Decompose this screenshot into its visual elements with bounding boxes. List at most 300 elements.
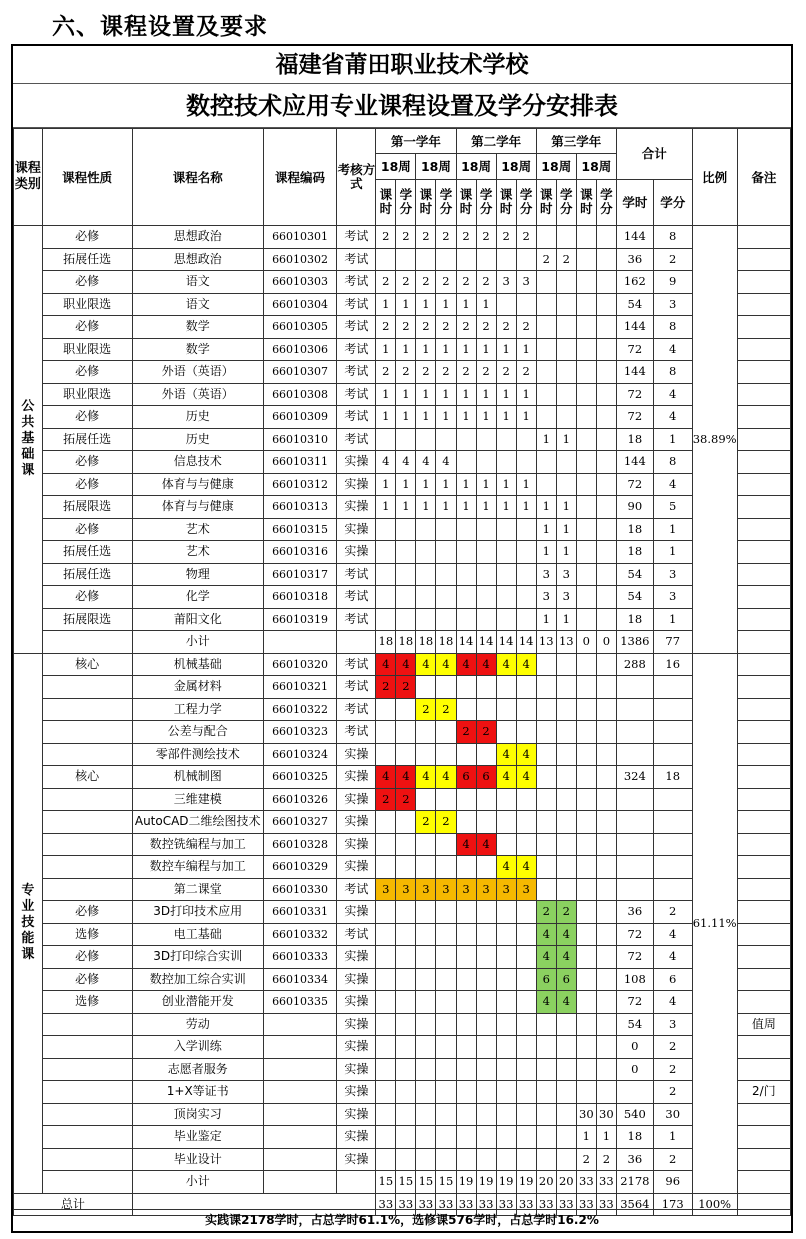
term-cell — [556, 316, 576, 339]
term-cell — [556, 1081, 576, 1104]
term-cell — [556, 361, 576, 384]
course-name: 公差与配合 — [132, 721, 263, 744]
term-cell — [576, 383, 596, 406]
term-cell — [496, 518, 516, 541]
term-cell: 3 — [376, 878, 396, 901]
term-cell: 2 — [536, 248, 556, 271]
term-cell — [496, 608, 516, 631]
term-cell: 1 — [396, 383, 416, 406]
term-cell: 2 — [376, 226, 396, 249]
term-cell: 1 — [396, 406, 416, 429]
term-cell — [596, 856, 616, 879]
remark — [737, 1148, 790, 1171]
term-cell — [576, 968, 596, 991]
total-credits — [653, 676, 692, 699]
header-year1: 第一学年 — [376, 129, 456, 154]
header-credits: 学分 — [436, 179, 456, 225]
table-row — [14, 563, 791, 586]
term-cell — [396, 698, 416, 721]
term-cell: 2 — [496, 361, 516, 384]
course-name: 机械制图 — [132, 766, 263, 789]
term-cell — [436, 1036, 456, 1059]
term-cell: 1 — [536, 518, 556, 541]
term-cell — [536, 1013, 556, 1036]
remark — [737, 271, 790, 294]
term-cell — [396, 991, 416, 1014]
term-cell: 1 — [376, 473, 396, 496]
term-cell: 4 — [396, 653, 416, 676]
term-cell — [476, 1081, 496, 1104]
table-row — [14, 991, 791, 1014]
table-row — [14, 676, 791, 699]
term-cell — [556, 271, 576, 294]
term-cell — [536, 293, 556, 316]
remark — [737, 248, 790, 271]
term-cell — [476, 698, 496, 721]
term-cell — [576, 901, 596, 924]
term-cell: 1 — [476, 406, 496, 429]
course-nature: 必修 — [42, 316, 132, 339]
term-cell — [516, 1058, 536, 1081]
term-cell — [576, 991, 596, 1014]
term-cell — [516, 541, 536, 564]
course-name: 外语（英语） — [132, 383, 263, 406]
term-cell — [536, 383, 556, 406]
term-cell: 14 — [456, 631, 476, 654]
remark — [737, 473, 790, 496]
term-cell — [516, 788, 536, 811]
term-cell — [596, 968, 616, 991]
remark — [737, 496, 790, 519]
term-cell: 1 — [496, 496, 516, 519]
course-nature: 必修 — [42, 451, 132, 474]
total-hours: 54 — [616, 586, 653, 609]
grand-total-label: 总计 — [14, 1193, 133, 1216]
term-cell: 33 — [376, 1193, 396, 1216]
term-cell: 2 — [436, 698, 456, 721]
term-cell — [376, 608, 396, 631]
term-cell — [376, 923, 396, 946]
term-cell: 3 — [516, 878, 536, 901]
total-hours: 54 — [616, 293, 653, 316]
term-cell: 4 — [396, 451, 416, 474]
course-code: 66010311 — [263, 451, 337, 474]
term-cell — [396, 721, 416, 744]
term-cell — [576, 428, 596, 451]
table-row — [14, 1171, 791, 1194]
remark — [737, 1171, 790, 1194]
course-nature: 职业限选 — [42, 383, 132, 406]
term-cell: 2 — [416, 226, 436, 249]
header-week: 18周 — [456, 154, 496, 179]
table-row — [14, 361, 791, 384]
course-nature — [42, 1126, 132, 1149]
term-cell: 19 — [496, 1171, 516, 1194]
term-cell: 6 — [536, 968, 556, 991]
term-cell — [596, 248, 616, 271]
term-cell: 33 — [596, 1171, 616, 1194]
term-cell — [436, 1148, 456, 1171]
term-cell — [476, 586, 496, 609]
table-row — [14, 271, 791, 294]
course-name: 数学 — [132, 338, 263, 361]
total-hours: 0 — [616, 1058, 653, 1081]
exam-method: 考试 — [337, 676, 376, 699]
term-cell — [576, 541, 596, 564]
total-credits: 77 — [653, 631, 692, 654]
course-code: 66010316 — [263, 541, 337, 564]
total-hours: 90 — [616, 496, 653, 519]
term-cell — [476, 1103, 496, 1126]
term-cell: 2 — [436, 316, 456, 339]
term-cell — [396, 518, 416, 541]
total-credits: 8 — [653, 361, 692, 384]
term-cell: 2 — [516, 316, 536, 339]
term-cell: 3 — [536, 563, 556, 586]
term-cell: 4 — [536, 946, 556, 969]
header-ratio: 比例 — [692, 129, 737, 226]
term-cell — [516, 293, 536, 316]
exam-method: 实操 — [337, 766, 376, 789]
course-nature: 拓展限选 — [42, 608, 132, 631]
term-cell — [416, 901, 436, 924]
term-cell — [396, 1126, 416, 1149]
table-title: 数控技术应用专业课程设置及学分安排表 — [13, 84, 791, 128]
remark — [737, 923, 790, 946]
header-credits: 学分 — [596, 179, 616, 225]
table-row — [14, 428, 791, 451]
course-name: 零部件测绘技术 — [132, 743, 263, 766]
remark — [737, 608, 790, 631]
term-cell: 4 — [496, 766, 516, 789]
term-cell — [376, 1081, 396, 1104]
total-hours — [616, 833, 653, 856]
course-code: 66010307 — [263, 361, 337, 384]
term-cell — [436, 608, 456, 631]
term-cell — [396, 946, 416, 969]
term-cell — [396, 1081, 416, 1104]
term-cell — [476, 901, 496, 924]
term-cell: 1 — [376, 383, 396, 406]
course-code: 66010308 — [263, 383, 337, 406]
term-cell: 33 — [596, 1193, 616, 1216]
term-cell — [516, 991, 536, 1014]
term-cell: 1 — [476, 473, 496, 496]
term-cell: 1 — [436, 406, 456, 429]
term-cell: 33 — [456, 1193, 476, 1216]
total-hours: 108 — [616, 968, 653, 991]
course-name: 物理 — [132, 563, 263, 586]
term-cell — [576, 518, 596, 541]
exam-method: 考试 — [337, 586, 376, 609]
course-code: 66010331 — [263, 901, 337, 924]
term-cell — [496, 451, 516, 474]
term-cell — [396, 1103, 416, 1126]
term-cell: 4 — [436, 766, 456, 789]
term-cell — [596, 1013, 616, 1036]
term-cell: 2 — [456, 271, 476, 294]
total-hours: 144 — [616, 226, 653, 249]
term-cell: 1 — [376, 293, 396, 316]
table-row — [14, 721, 791, 744]
term-cell: 1 — [516, 496, 536, 519]
term-cell — [556, 811, 576, 834]
term-cell — [556, 743, 576, 766]
term-cell — [516, 1126, 536, 1149]
term-cell — [596, 698, 616, 721]
total-credits: 4 — [653, 338, 692, 361]
table-row — [14, 856, 791, 879]
course-code — [263, 1103, 337, 1126]
term-cell: 2 — [416, 698, 436, 721]
term-cell — [516, 586, 536, 609]
term-cell — [396, 586, 416, 609]
term-cell — [416, 991, 436, 1014]
course-name: 小计 — [132, 631, 263, 654]
remark — [737, 1126, 790, 1149]
course-name: 1+X等证书 — [132, 1081, 263, 1104]
total-hours: 18 — [616, 541, 653, 564]
exam-method: 实操 — [337, 1126, 376, 1149]
course-code: 66010324 — [263, 743, 337, 766]
term-cell — [436, 1081, 456, 1104]
term-cell: 30 — [596, 1103, 616, 1126]
term-cell — [496, 563, 516, 586]
header-hours: 课时 — [576, 179, 596, 225]
term-cell — [596, 316, 616, 339]
course-code: 66010312 — [263, 473, 337, 496]
header-name: 课程名称 — [132, 129, 263, 226]
term-cell: 2 — [516, 226, 536, 249]
course-nature — [42, 833, 132, 856]
course-code: 66010302 — [263, 248, 337, 271]
term-cell: 2 — [596, 1148, 616, 1171]
term-cell: 18 — [396, 631, 416, 654]
table-row — [14, 1126, 791, 1149]
term-cell: 4 — [416, 653, 436, 676]
total-credits: 16 — [653, 653, 692, 676]
term-cell — [496, 248, 516, 271]
exam-method: 实操 — [337, 901, 376, 924]
term-cell — [596, 833, 616, 856]
remark — [737, 743, 790, 766]
remark — [737, 901, 790, 924]
term-cell — [576, 833, 596, 856]
total-credits: 3 — [653, 586, 692, 609]
term-cell — [476, 1058, 496, 1081]
term-cell: 18 — [376, 631, 396, 654]
term-cell — [516, 1081, 536, 1104]
term-cell: 2 — [376, 271, 396, 294]
term-cell — [476, 676, 496, 699]
term-cell — [456, 946, 476, 969]
total-hours: 36 — [616, 901, 653, 924]
total-hours: 144 — [616, 451, 653, 474]
header-hours: 课时 — [536, 179, 556, 225]
term-cell — [596, 653, 616, 676]
term-cell — [536, 361, 556, 384]
table-row — [14, 901, 791, 924]
total-credits: 6 — [653, 968, 692, 991]
term-cell — [576, 811, 596, 834]
term-cell: 0 — [596, 631, 616, 654]
term-cell — [576, 293, 596, 316]
total-credits: 2 — [653, 1081, 692, 1104]
curriculum-sheet — [11, 44, 793, 1233]
term-cell — [536, 226, 556, 249]
term-cell — [436, 428, 456, 451]
total-hours: 540 — [616, 1103, 653, 1126]
term-cell: 1 — [416, 406, 436, 429]
term-cell — [496, 901, 516, 924]
term-cell — [576, 226, 596, 249]
term-cell: 33 — [536, 1193, 556, 1216]
term-cell — [456, 1036, 476, 1059]
exam-method: 实操 — [337, 946, 376, 969]
course-code: 66010315 — [263, 518, 337, 541]
header-year3: 第三学年 — [536, 129, 616, 154]
term-cell — [416, 1126, 436, 1149]
header-total-hours: 学时 — [616, 179, 653, 225]
course-name: 历史 — [132, 428, 263, 451]
term-cell — [516, 721, 536, 744]
total-hours — [616, 676, 653, 699]
term-cell — [596, 518, 616, 541]
total-hours: 18 — [616, 518, 653, 541]
term-cell — [576, 451, 596, 474]
total-credits: 8 — [653, 451, 692, 474]
term-cell — [576, 473, 596, 496]
term-cell: 4 — [496, 743, 516, 766]
table-row — [14, 451, 791, 474]
course-name: 数学 — [132, 316, 263, 339]
term-cell — [536, 1148, 556, 1171]
course-nature: 必修 — [42, 473, 132, 496]
total-hours: 162 — [616, 271, 653, 294]
header-hours: 课时 — [456, 179, 476, 225]
term-cell: 2 — [416, 271, 436, 294]
remark — [737, 1103, 790, 1126]
term-cell: 1 — [416, 383, 436, 406]
header-remark: 备注 — [737, 129, 790, 226]
term-cell — [496, 1036, 516, 1059]
table-row — [14, 1081, 791, 1104]
term-cell — [436, 856, 456, 879]
table-row — [14, 631, 791, 654]
term-cell: 1 — [556, 608, 576, 631]
term-cell: 15 — [376, 1171, 396, 1194]
term-cell: 19 — [476, 1171, 496, 1194]
course-code — [263, 1171, 337, 1194]
term-cell — [456, 608, 476, 631]
course-code — [263, 1013, 337, 1036]
term-cell — [376, 1126, 396, 1149]
term-cell: 4 — [436, 451, 456, 474]
exam-method: 考试 — [337, 653, 376, 676]
remark — [737, 833, 790, 856]
term-cell: 1 — [476, 496, 496, 519]
term-cell: 4 — [556, 991, 576, 1014]
term-cell — [376, 586, 396, 609]
term-cell: 1 — [436, 473, 456, 496]
term-cell — [596, 383, 616, 406]
course-code: 66010303 — [263, 271, 337, 294]
term-cell: 2 — [456, 721, 476, 744]
term-cell: 1 — [416, 496, 436, 519]
term-cell: 13 — [556, 631, 576, 654]
term-cell — [576, 608, 596, 631]
course-nature — [42, 698, 132, 721]
total-hours — [616, 721, 653, 744]
term-cell — [456, 451, 476, 474]
course-code: 66010330 — [263, 878, 337, 901]
term-cell — [376, 563, 396, 586]
term-cell — [396, 1036, 416, 1059]
term-cell: 1 — [376, 496, 396, 519]
term-cell — [456, 586, 476, 609]
term-cell — [456, 1081, 476, 1104]
term-cell: 2 — [556, 248, 576, 271]
table-row — [14, 518, 791, 541]
term-cell — [536, 406, 556, 429]
term-cell: 1 — [476, 338, 496, 361]
section-heading: 六、课程设置及要求 — [52, 14, 268, 40]
term-cell: 1 — [516, 406, 536, 429]
term-cell: 1 — [496, 473, 516, 496]
term-cell — [436, 901, 456, 924]
term-cell — [456, 428, 476, 451]
term-cell — [456, 563, 476, 586]
term-cell — [536, 1081, 556, 1104]
course-nature — [42, 631, 132, 654]
term-cell — [456, 1103, 476, 1126]
exam-method: 考试 — [337, 226, 376, 249]
course-code: 66010306 — [263, 338, 337, 361]
total-credits: 1 — [653, 518, 692, 541]
term-cell — [536, 1103, 556, 1126]
term-cell — [376, 811, 396, 834]
term-cell: 3 — [456, 878, 476, 901]
header-nature: 课程性质 — [42, 129, 132, 226]
term-cell — [416, 586, 436, 609]
total-credits: 2 — [653, 1058, 692, 1081]
exam-method: 实操 — [337, 1103, 376, 1126]
course-name: 数控车编程与加工 — [132, 856, 263, 879]
term-cell — [516, 248, 536, 271]
term-cell — [436, 721, 456, 744]
term-cell — [516, 833, 536, 856]
course-nature: 职业限选 — [42, 293, 132, 316]
term-cell — [376, 1036, 396, 1059]
term-cell: 1 — [396, 473, 416, 496]
course-code: 66010333 — [263, 946, 337, 969]
exam-method: 实操 — [337, 1058, 376, 1081]
remark — [737, 338, 790, 361]
total-credits: 30 — [653, 1103, 692, 1126]
course-name: 体育与与健康 — [132, 496, 263, 519]
total-credits: 8 — [653, 226, 692, 249]
term-cell — [496, 833, 516, 856]
term-cell — [576, 496, 596, 519]
total-hours: 72 — [616, 991, 653, 1014]
term-cell — [376, 901, 396, 924]
course-code: 66010318 — [263, 586, 337, 609]
term-cell: 3 — [556, 586, 576, 609]
course-nature — [42, 1013, 132, 1036]
term-cell: 1 — [556, 518, 576, 541]
total-credits: 8 — [653, 316, 692, 339]
term-cell: 2 — [496, 316, 516, 339]
